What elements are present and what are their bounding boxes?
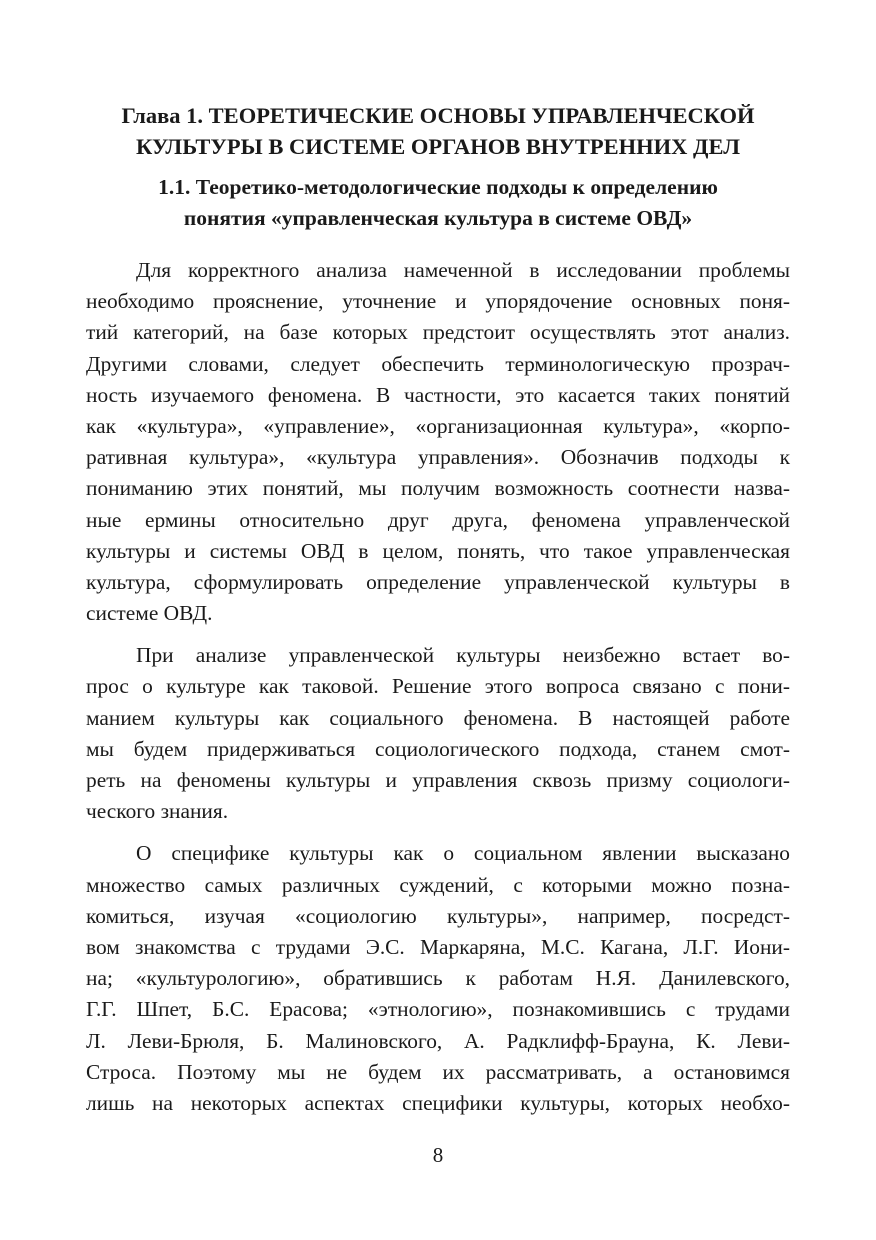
text-line: манием культуры как социального феномена. В настоящей работе: [86, 705, 790, 730]
section-title: [60, 172, 816, 234]
chapter-title-line: КУЛЬТУРЫ В СИСТЕМЕ ОРГАНОВ ВНУТРЕННИХ ДЕЛ: [136, 134, 740, 159]
text-line: Другими словами, следует обеспечить терминологическую прозрач-: [86, 351, 790, 376]
text-line: Для корректного анализа намеченной в исследовании проблемы: [136, 258, 790, 282]
text-line: Г.Г. Шпет, Б.С. Ерасова; «этнологию», познакомившись с трудами: [86, 997, 790, 1022]
text-line: на; «культурологию», обратившись к работам Н.Я. Данилевского,: [86, 966, 790, 991]
text-line: мы будем придерживаться социологического подхода, станем смот-: [86, 736, 790, 761]
section-title-line: понятия «управленческая культура в системе ОВД»: [183, 206, 693, 230]
text-line: лишь на некоторых аспектах специфики культуры, которых необхо-: [86, 1090, 790, 1115]
paragraph: [86, 838, 790, 1119]
text-line: системе ОВД.: [86, 601, 213, 626]
paragraph: [86, 255, 790, 629]
body-text: [86, 255, 790, 1119]
text-line: При анализе управленческой культуры неизбежно встает во-: [136, 643, 790, 668]
text-line: культура, сформулировать определение управленческой культуры в: [86, 569, 790, 594]
text-line: комиться, изучая «социологию культуры», например, посредст-: [86, 903, 790, 928]
section-title-line: 1.1. Теоретико-методологические подходы к определению: [158, 175, 718, 199]
text-line: прос о культуре как таковой. Решение этого вопроса связано с пони-: [86, 674, 790, 699]
text-line: ческого знания.: [86, 799, 229, 824]
chapter-title: [60, 100, 816, 162]
text-line: реть на феномены культуры и управления сквозь призму социологи-: [86, 768, 790, 792]
text-line: Строса. Поэтому мы не будем их рассматривать, а остановимся: [86, 1059, 790, 1084]
paragraph: [86, 640, 790, 827]
page-number: 8: [432, 1143, 444, 1167]
text-line: вом знакомства с трудами Э.С. Маркаряна, М.С. Кагана, Л.Г. Иони-: [86, 934, 790, 959]
text-line: Л. Леви-Брюля, Б. Малиновского, А. Радклифф-Брауна, К. Леви-: [86, 1028, 790, 1053]
text-line: тий категорий, на базе которых предстоит осуществлять этот анализ.: [86, 320, 790, 345]
text-line: ративная культура», «культура управления». Обозначив подходы к: [86, 445, 790, 470]
text-line: множество самых различных суждений, с которыми можно позна-: [86, 872, 790, 897]
text-line: как «культура», «управление», «организационная культура», «корпо-: [86, 413, 790, 438]
text-line: ные ермины относительно друг друга, феномена управленческой: [86, 507, 790, 532]
text-line: пониманию этих понятий, мы получим возможность соотнести назва-: [86, 476, 790, 501]
text-line: необходимо прояснение, уточнение и упорядочение основных поня-: [86, 289, 790, 314]
text-line: культуры и системы ОВД в целом, понять, что такое управленческая: [86, 538, 790, 563]
text-line: ность изучаемого феномена. В частности, это касается таких понятий: [86, 382, 790, 407]
chapter-title-line: Глава 1. ТЕОРЕТИЧЕСКИЕ ОСНОВЫ УПРАВЛЕНЧЕСКОЙ: [121, 103, 755, 128]
text-line: О специфике культуры как о социальном явлении высказано: [136, 841, 790, 866]
